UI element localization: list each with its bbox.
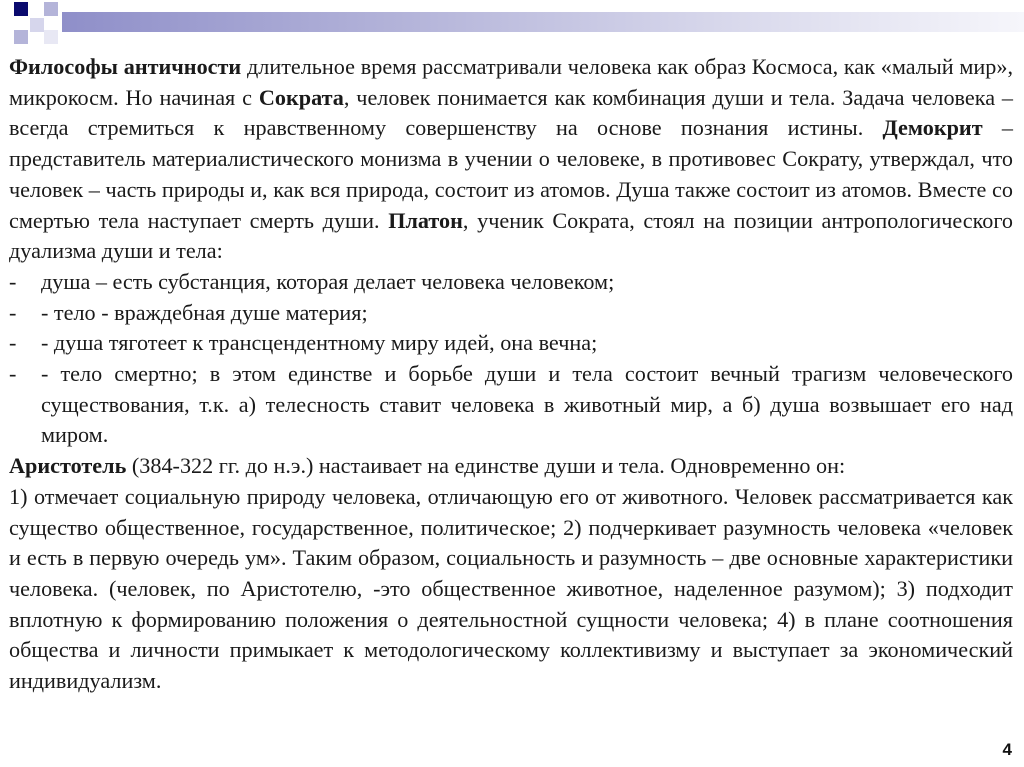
plato-term: Платон	[388, 207, 463, 233]
intro-text: – представитель материалистического монизма в учении о человеке, в противовес Сократу, утверждал, что человек – часть природы и, как вся природа, состоит из атомов. Душа также состоит из атомов. Вместе со смертью тела наступает смерть души.	[9, 115, 1013, 233]
list-item	[9, 267, 1013, 298]
list-item	[9, 328, 1013, 359]
list-item-text: - тело смертно; в этом единстве и борьбе души и тела состоит вечный трагизм человеческого существования, т.к. а) телесность ставит человека в животный мир, а б) душа возвышает его над миром.	[41, 361, 1013, 448]
socrates-term: Сократа	[258, 84, 344, 110]
intro-text: , ученик Сократа, стоял на позиции антропологического дуализма души и тела:	[9, 207, 1014, 264]
aristotle-text: (384-322 гг. до н.э.) настаивает на единстве души и тела. Одновременно он:	[126, 453, 846, 479]
aristotle-paragraph	[9, 451, 1013, 482]
list-item-text: - тело - враждебная душе материя;	[41, 299, 368, 325]
deco-square	[14, 2, 28, 16]
deco-square	[44, 2, 58, 16]
intro-text: длительное время рассматривали человека как образ Космоса, как «малый мир», микрокосм. Но начиная с	[9, 54, 1013, 110]
democritus-term: Демокрит	[882, 115, 983, 141]
page-number: 4	[1002, 740, 1012, 759]
list-marker: -	[9, 361, 17, 387]
philosophers-term: Философы античности	[9, 54, 242, 79]
slide-text	[9, 52, 1013, 697]
deco-square	[30, 18, 44, 32]
intro-text: , человек понимается как комбинация души и тела. Задача человека – всегда стремиться к нравственному совершенству на основе познания истины.	[9, 84, 1014, 141]
list-marker: -	[9, 330, 17, 356]
list-marker: -	[9, 268, 17, 294]
aristotle-term: Аристотель	[9, 453, 127, 479]
list-item	[9, 359, 1013, 451]
header-gradient-bar	[62, 12, 1024, 32]
deco-square	[14, 30, 28, 44]
list-item-text: душа – есть субстанция, которая делает человека человеком;	[41, 268, 615, 294]
intro-paragraph	[9, 52, 1013, 267]
final-paragraph: 1) отмечает социальную природу человека, отличающую его от животного. Человек рассматривается как существо общественное, государственное, политическое; 2) подчеркивает разумность человека «человек и есть в первую очередь ум». Таким образом, социальность и разумность – две основные характеристики человека. (человек, по Аристотелю, -это общественное животное, наделенное разумом); 3) подходит вплотную к формированию положения о деятельностной сущности человека; 4) в плане соотношения общества и личности примыкает к методологическому коллективизму и выступает за экономический индивидуализм.	[9, 483, 1013, 694]
header-decoration	[0, 0, 1024, 60]
list-marker: -	[9, 299, 17, 325]
list-item-text: - душа тяготеет к трансцендентному миру идей, она вечна;	[41, 330, 598, 356]
deco-square	[44, 30, 58, 44]
list-item	[9, 298, 1013, 329]
